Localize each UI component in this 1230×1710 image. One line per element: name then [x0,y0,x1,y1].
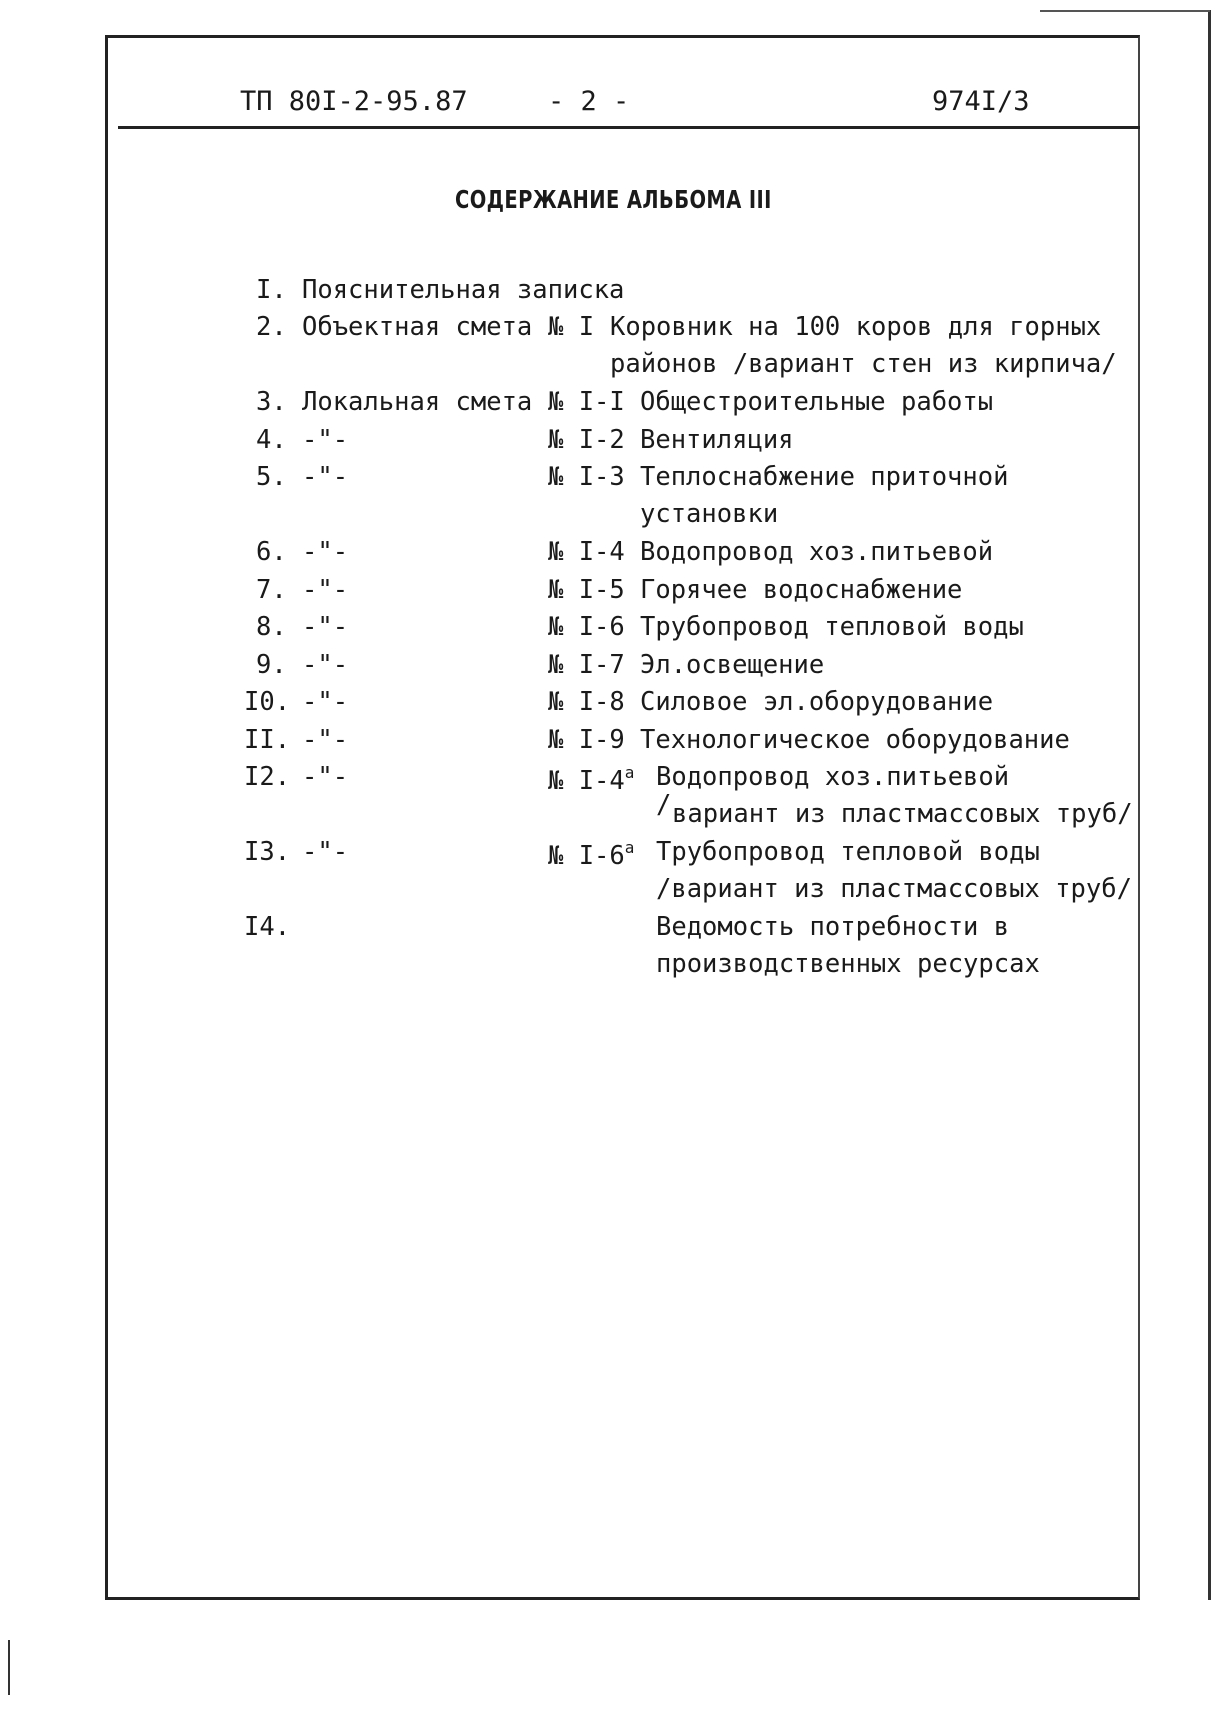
item-code: № $I-6^а$ [548,838,635,871]
item-name: Водопровод хоз.питьевой [640,537,994,567]
item-type: Объектная смета [302,312,533,342]
item-name: Коровник на 100 коров для горных [610,312,1102,342]
item-type: Локальная смета [302,387,533,417]
item-type: -"- [302,650,349,680]
item-number: 7. [256,575,287,605]
item-code: № I-2 [548,425,625,455]
item-name-cont: установки [640,499,779,529]
item-code: № I-8 [548,687,625,717]
item-number: 5. [256,462,287,492]
item-name: Водопровод хоз.питьевой [656,762,1010,792]
item-type: -"- [302,837,349,867]
sheet-edge-left-mark [8,1640,10,1695]
item-type: -"- [302,575,349,605]
item-number: I0. [244,687,291,717]
item-number: I4. [244,912,291,942]
item-name: Эл.освещение [640,650,825,680]
item-name-cont: /вариант из пластмассовых труб/ [656,874,1132,904]
sheet-edge-right [1208,10,1211,1600]
item-type: -"- [302,537,349,567]
item-type: -"- [302,612,349,642]
item-code: № I-7 [548,650,625,680]
item-code-superscript: а [624,838,635,857]
item-type: -"- [302,725,349,755]
item-name: Трубопровод тепловой воды [640,612,1024,642]
item-name-cont: вариант из пластмассовых труб/ [672,799,1133,829]
item-number: I2. [244,762,291,792]
item-type: -"- [302,425,349,455]
item-name: Теплоснабжение приточной [640,462,1009,492]
item-name: Общестроительные работы [640,387,994,417]
item-name: Трубопровод тепловой воды [656,837,1040,867]
item-type: -"- [302,762,349,792]
item-number: 4. [256,425,287,455]
item-name-cont: производственных ресурсах [656,949,1040,979]
item-number: 2. [256,312,287,342]
item-name: Горячее водоснабжение [640,575,963,605]
item-code: № I-5 [548,575,625,605]
item-name: Силовое эл.оборудование [640,687,994,717]
item-code: № $I-4^а$ [548,763,635,796]
item-number: I. [256,275,287,305]
item-code: № I-6 [548,612,625,642]
item-code: № I-I [548,387,625,417]
item-name-cont: районов /вариант стен из кирпича/ [610,349,1117,379]
item-code: № I-9 [548,725,625,755]
item-name: Технологическое оборудование [640,725,1070,755]
item-number: II. [244,725,291,755]
item-type: -"- [302,462,349,492]
page-number: - 2 - [548,86,630,117]
sheet-edge-top [1040,10,1210,12]
item-code: № I-3 [548,462,625,492]
item-name: Вентиляция [640,425,794,455]
item-type: Пояснительная записка [302,275,625,305]
header-rule [118,126,1140,129]
document-number: 974I/3 [932,86,1030,117]
item-code-superscript: а [624,763,635,782]
item-name-slash: / [656,790,672,820]
item-code: № I-4 [548,537,625,567]
item-code: № I [548,312,595,342]
item-number: 8. [256,612,287,642]
item-number: 9. [256,650,287,680]
item-number: 3. [256,387,287,417]
item-number: I3. [244,837,291,867]
page-title: СОДЕРЖАНИЕ АЛЬБОМА III [455,185,772,214]
document-code: ТП 80I-2-95.87 [240,86,468,117]
item-number: 6. [256,537,287,567]
item-type: -"- [302,687,349,717]
item-name: Ведомость потребности в [656,912,1010,942]
